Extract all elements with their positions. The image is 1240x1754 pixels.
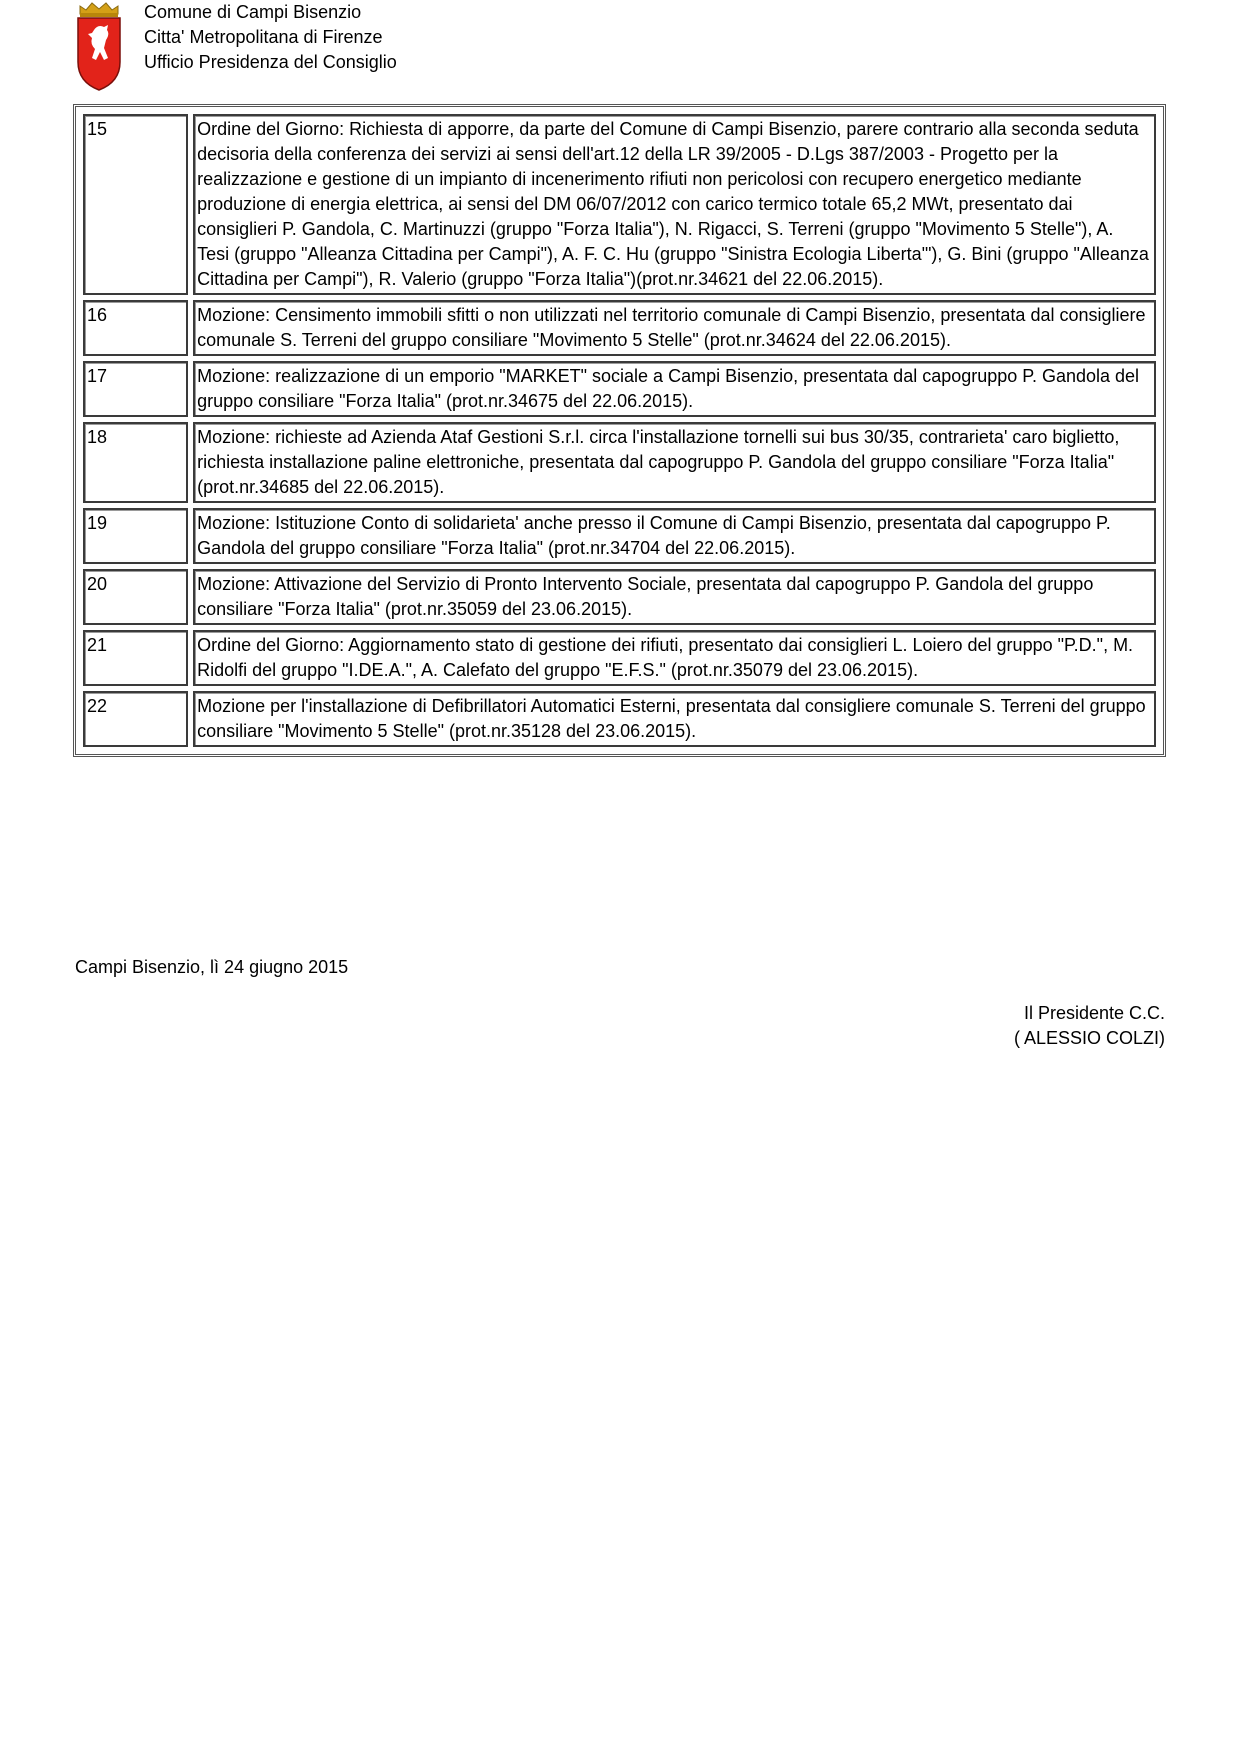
- institution-line: Ufficio Presidenza del Consiglio: [144, 52, 397, 72]
- item-number: 18: [83, 422, 188, 503]
- letterhead: [74, 0, 774, 95]
- table-row: [83, 300, 1156, 356]
- item-description: Ordine del Giorno: Richiesta di apporre, da parte del Comune di Campi Bisenzio, parere contrario alla seconda seduta decisoria della conferenza dei servizi ai sensi dell'art.12 della LR 39/2005 - D.Lgs 387/2003 - Progetto per la realizzazione e gestione di un impianto di incenerimento rifiuti non pericolosi con recupero energetico mediante produzione di energia elettrica, ai sensi del DM 06/07/2012 con carico termico totale 65,2 MWt, presentato dai consiglieri P. Gandola, C. Martinuzzi (gruppo "Forza Italia"), N. Rigacci, S. Terreni (gruppo "Movimento 5 Stelle"), A. Tesi (gruppo "Alleanza Cittadina per Campi"), A. F. C. Hu (gruppo "Sinistra Ecologia Liberta'"), G. Bini (gruppo "Alleanza Cittadina per Campi"), R. Valerio (gruppo "Forza Italia")(prot.nr.34621 del 22.06.2015).: [193, 114, 1156, 295]
- item-number: 15: [83, 114, 188, 295]
- item-description: Ordine del Giorno: Aggiornamento stato di gestione dei rifiuti, presentato dai consiglieri L. Loiero del gruppo "P.D.", M. Ridolfi del gruppo "I.DE.A.", A. Calefato del gruppo "E.F.S." (prot.nr.35079 del 23.06.2015).: [193, 630, 1156, 686]
- table-row: [83, 422, 1156, 503]
- institution-line: Citta' Metropolitana di Firenze: [144, 27, 383, 47]
- table-row: [83, 569, 1156, 625]
- item-number: 16: [83, 300, 188, 356]
- institution-line: Comune di Campi Bisenzio: [144, 2, 362, 22]
- signature-block: [1014, 1001, 1165, 1051]
- item-description: Mozione: realizzazione di un emporio "MARKET" sociale a Campi Bisenzio, presentata dal capogruppo P. Gandola del gruppo consiliare "Forza Italia" (prot.nr.34675 del 22.06.2015).: [193, 361, 1156, 417]
- item-number: 21: [83, 630, 188, 686]
- item-description: Mozione: Attivazione del Servizio di Pronto Intervento Sociale, presentata dal capogruppo P. Gandola del gruppo consiliare "Forza Italia" (prot.nr.35059 del 23.06.2015).: [193, 569, 1156, 625]
- item-number: 20: [83, 569, 188, 625]
- campi-bisenzio-coat-of-arms-icon: [74, 0, 124, 92]
- item-description: Mozione per l'installazione di Defibrillatori Automatici Esterni, presentata dal consigliere comunale S. Terreni del gruppo consiliare "Movimento 5 Stelle" (prot.nr.35128 del 23.06.2015).: [193, 691, 1156, 747]
- item-description: Mozione: richieste ad Azienda Ataf Gestioni S.r.l. circa l'installazione tornelli sui bus 30/35, contrarieta' caro biglietto, richiesta installazione paline elettroniche, presentata dal capogruppo P. Gandola del gruppo consiliare "Forza Italia" (prot.nr.34685 del 22.06.2015).: [193, 422, 1156, 503]
- item-description: Mozione: Censimento immobili sfitti o non utilizzati nel territorio comunale di Campi Bisenzio, presentata dal consigliere comunale S. Terreni del gruppo consiliare "Movimento 5 Stelle" (prot.nr.34624 del 22.06.2015).: [193, 300, 1156, 356]
- place-and-date: Campi Bisenzio, lì 24 giugno 2015: [75, 957, 349, 977]
- signature-title: Il Presidente C.C.: [1023, 1003, 1165, 1023]
- signature-name: ( ALESSIO COLZI): [1013, 1028, 1165, 1048]
- item-number: 17: [83, 361, 188, 417]
- institution-name-block: [144, 0, 397, 75]
- table-row: [83, 508, 1156, 564]
- table-row: [83, 691, 1156, 747]
- table-row: [83, 361, 1156, 417]
- item-number: 19: [83, 508, 188, 564]
- table-row: [83, 630, 1156, 686]
- table-row: [83, 114, 1156, 295]
- item-description: Mozione: Istituzione Conto di solidarieta' anche presso il Comune di Campi Bisenzio, presentata dal capogruppo P. Gandola del gruppo consiliare "Forza Italia" (prot.nr.34704 del 22.06.2015).: [193, 508, 1156, 564]
- agenda-table: [73, 104, 1166, 757]
- item-number: 22: [83, 691, 188, 747]
